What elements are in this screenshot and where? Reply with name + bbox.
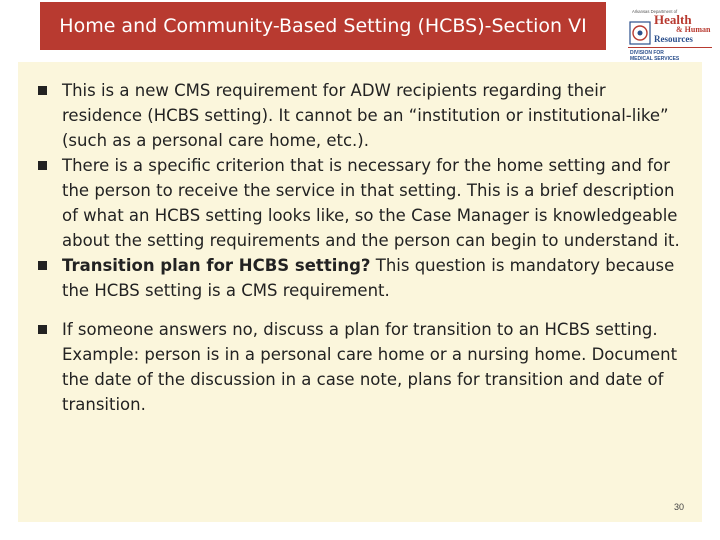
logo-division: DIVISION FOR	[630, 50, 664, 56]
page-number: 30	[673, 502, 684, 512]
square-bullet-icon	[38, 261, 47, 270]
square-bullet-icon	[38, 161, 47, 170]
bullet-bold-text: Transition plan for HCBS setting?	[62, 256, 371, 275]
bullet-item	[18, 317, 702, 417]
bullet-text: This is a new CMS requirement for ADW recipients regarding their residence (HCBS setting). It cannot be an “institution or institutional-like” (such as a personal care home, etc.).	[62, 81, 669, 150]
logo-medical-services: MEDICAL SERVICES	[630, 56, 680, 62]
bullet-item	[18, 253, 702, 303]
bullet-text: If someone answers no, discuss a plan for transition to an HCBS setting. Example: person is in a personal care home or a nursing home. Document the date of the discussion in a case note, plans for transition and date of transition.	[62, 320, 678, 414]
square-bullet-icon	[38, 86, 47, 95]
logo-health: Health	[654, 12, 692, 27]
slide-title: Home and Community-Based Setting (HCBS)-Section VI	[59, 15, 587, 37]
logo-line1: Arkansas Department of	[632, 9, 678, 14]
bullet-text: There is a specific criterion that is necessary for the home setting and for the person to receive the service in that setting. This is a brief description of what an HCBS setting looks like, so the Case Manager is knowledgeable about the setting requirements and the person can begin to understand it.	[62, 156, 680, 250]
bullet-item	[18, 153, 702, 253]
content-panel	[18, 62, 702, 522]
slide-title-bar	[40, 2, 606, 50]
square-bullet-icon	[38, 325, 47, 334]
logo-and-human: & Human	[676, 25, 711, 34]
bullet-item	[18, 78, 702, 153]
bullet-list	[18, 78, 702, 417]
bullet-text: This question is mandatory because the HCBS setting is a CMS requirement.	[62, 256, 675, 300]
logo-resources: Resources	[654, 34, 693, 44]
